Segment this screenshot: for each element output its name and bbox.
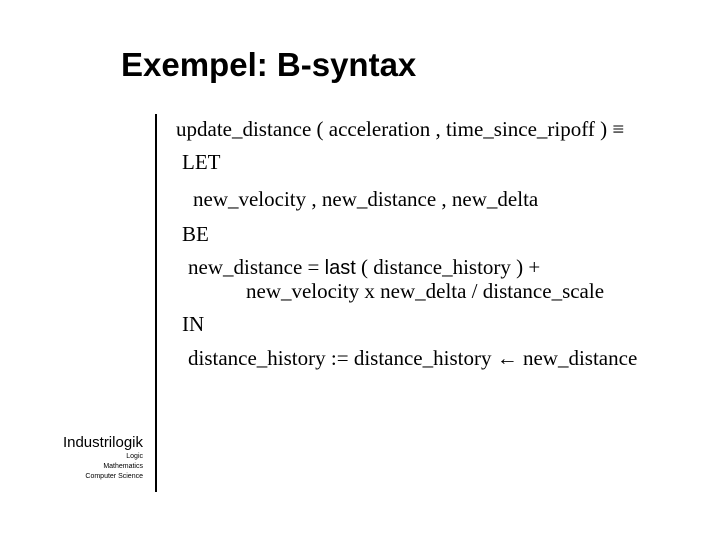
logo-subtitle-logic: Logic (126, 453, 143, 460)
last-keyword: last (324, 257, 356, 279)
function-signature: update_distance ( acceleration , time_since_ripoff ) (176, 117, 608, 141)
assignment-rhs: ( distance_history ) + (355, 255, 541, 279)
code-line-assignment (188, 257, 540, 278)
code-line-let: LET (182, 150, 221, 174)
code-line-history (188, 348, 637, 369)
slide-title: Exempel: B-syntax (121, 46, 417, 83)
industrilogik-logo (63, 434, 143, 482)
code-line-1 (176, 119, 624, 140)
equivalence-symbol: ≡ (612, 117, 625, 141)
logo-name: Industrilogik (62, 434, 143, 451)
code-line-variables: new_velocity , new_distance , new_delta (193, 187, 539, 211)
logo-subtitle-mathematics: Mathematics (103, 463, 143, 470)
left-arrow-icon: ← (496, 346, 518, 370)
history-lhs: distance_history := distance_history (188, 346, 497, 370)
code-line-continuation: new_velocity x new_delta / distance_scale (246, 279, 605, 303)
code-line-in: IN (182, 312, 205, 336)
history-rhs: new_distance (517, 346, 638, 370)
logo-subtitle-computer-science: Computer Science (85, 473, 143, 480)
code-line-be: BE (182, 222, 209, 246)
assignment-lhs: new_distance = (188, 255, 325, 279)
vertical-divider (155, 114, 157, 492)
